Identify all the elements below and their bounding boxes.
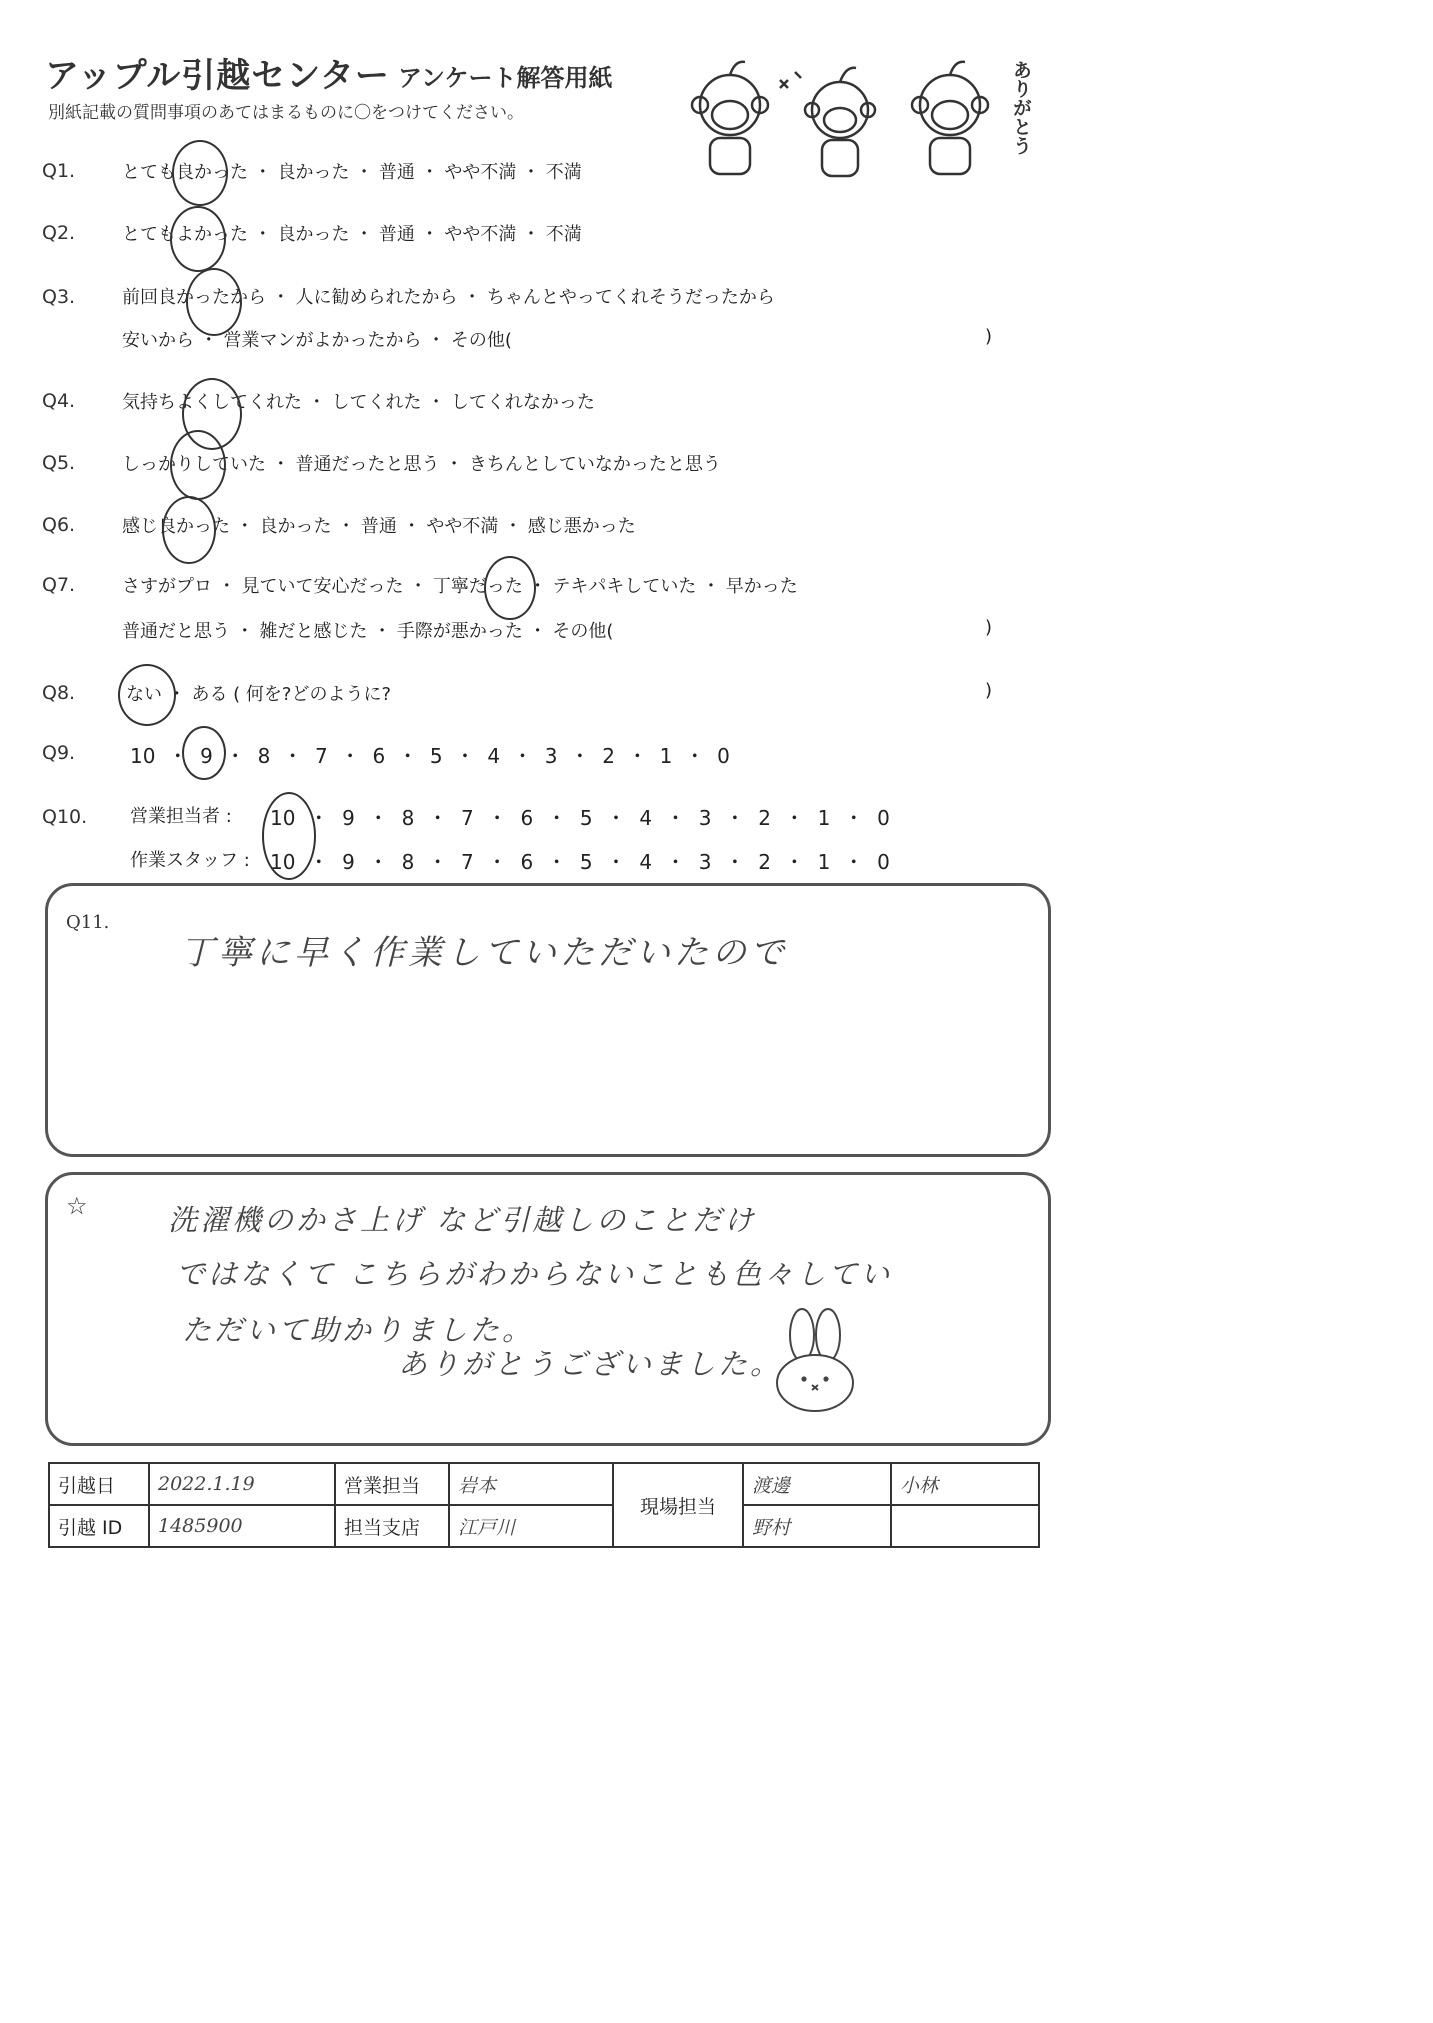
sales-label: 営業担当 (335, 1463, 449, 1505)
info-table (48, 1462, 1040, 1548)
field-staff-label: 現場担当 (613, 1463, 743, 1547)
comment-line: ではなくて こちらがわからないことも色々してい (176, 1257, 893, 1291)
question-number: Q2. (42, 222, 76, 244)
star-icon: ☆ (66, 1192, 88, 1220)
move-id-value: 1485900 (149, 1505, 335, 1547)
q8-close-paren: ) (985, 680, 993, 701)
q10-sales-label: 営業担当者 : (130, 806, 232, 827)
answer-circle (172, 140, 228, 206)
field-staff-value: 野村 (743, 1505, 891, 1547)
question-number: Q3. (42, 286, 76, 308)
monkey-icon (912, 62, 988, 174)
q1-options: とても良かった ・ 良かった ・ 普通 ・ やや不満 ・ 不満 (122, 162, 582, 183)
q7-close-paren: ) (985, 617, 993, 638)
answer-circle (170, 206, 226, 272)
answer-circle (484, 556, 536, 620)
question-number: Q4. (42, 390, 76, 412)
answer-circle (262, 792, 316, 880)
question-number: Q11. (66, 912, 110, 933)
answer-circle (182, 726, 226, 780)
answer-circle (162, 496, 216, 564)
question-number: Q1. (42, 160, 76, 182)
answer-circle (118, 664, 176, 726)
empty-cell (891, 1505, 1039, 1547)
comment-line: ありがとうございました。 (398, 1347, 783, 1381)
q9-scale: 10 ・ 9 ・ 8 ・ 7 ・ 6 ・ 5 ・ 4 ・ 3 ・ 2 ・ 1 ・ 0 (130, 744, 730, 768)
q10-sales-scale: 10 ・ 9 ・ 8 ・ 7 ・ 6 ・ 5 ・ 4 ・ 3 ・ 2 ・ 1 ・ 0 (270, 806, 890, 830)
q3-options-line2: 安いから ・ 営業マンがよかったから ・ その他( (122, 330, 512, 351)
comment-line: 洗濯機のかさ上げ など引越しのことだけ (168, 1203, 757, 1237)
question-number: Q5. (42, 452, 76, 474)
question-number: Q7. (42, 574, 76, 596)
q7-options-line1: さすがプロ ・ 見ていて安心だった ・ 丁寧だった ・ テキパキしていた ・ 早かった (122, 576, 798, 597)
q3-options-line1: 前回良かったから ・ 人に勧められたから ・ ちゃんとやってくれそうだったから (122, 287, 775, 308)
question-number: Q10. (42, 806, 88, 828)
branch-value: 江戸川 (449, 1505, 613, 1547)
q10-staff-label: 作業スタッフ : (130, 850, 250, 871)
form-subtitle: アンケート解答用紙 (398, 64, 613, 92)
field-staff-value: 渡邊 (743, 1463, 891, 1505)
instruction-text: 別紙記載の質問事項のあてはまるものに〇をつけてください。 (48, 103, 524, 123)
q11-handwritten-answer: 丁寧に早く作業していただいたので (180, 933, 788, 973)
company-title: アップル引越センター (45, 56, 390, 96)
rabbit-icon (770, 1305, 860, 1415)
thanks-text: ありがとう (1010, 60, 1032, 155)
q2-options: とてもよかった ・ 良かった ・ 普通 ・ やや不満 ・ 不満 (122, 224, 582, 245)
q4-options: 気持ちよくしてくれた ・ してくれた ・ してくれなかった (122, 392, 595, 413)
q8-options: ない ・ ある ( 何を?どのように? (126, 684, 392, 705)
answer-circle (186, 268, 242, 336)
answer-circle (170, 430, 226, 500)
q6-options: 感じ良かった ・ 良かった ・ 普通 ・ やや不満 ・ 感じ悪かった (122, 516, 636, 537)
monkey-mascot-illustration (670, 50, 1040, 190)
monkey-icon (692, 62, 768, 174)
q10-staff-scale: 10 ・ 9 ・ 8 ・ 7 ・ 6 ・ 5 ・ 4 ・ 3 ・ 2 ・ 1 ・ 0 (270, 850, 890, 874)
question-number: Q9. (42, 742, 76, 764)
question-number: Q6. (42, 514, 76, 536)
q7-options-line2: 普通だと思う ・ 雑だと感じた ・ 手際が悪かった ・ その他( (122, 621, 614, 642)
move-date-label: 引越日 (49, 1463, 149, 1505)
move-id-label: 引越 ID (49, 1505, 149, 1547)
move-date-value: 2022.1.19 (149, 1463, 335, 1505)
q3-close-paren: ) (985, 326, 993, 347)
question-number: Q8. (42, 682, 76, 704)
monkey-icon (780, 68, 875, 176)
branch-label: 担当支店 (335, 1505, 449, 1547)
sales-value: 岩本 (449, 1463, 613, 1505)
field-staff-value: 小林 (891, 1463, 1039, 1505)
q5-options: しっかりしていた ・ 普通だったと思う ・ きちんとしていなかったと思う (122, 454, 721, 475)
comment-line: ただいて助かりました。 (182, 1313, 535, 1347)
